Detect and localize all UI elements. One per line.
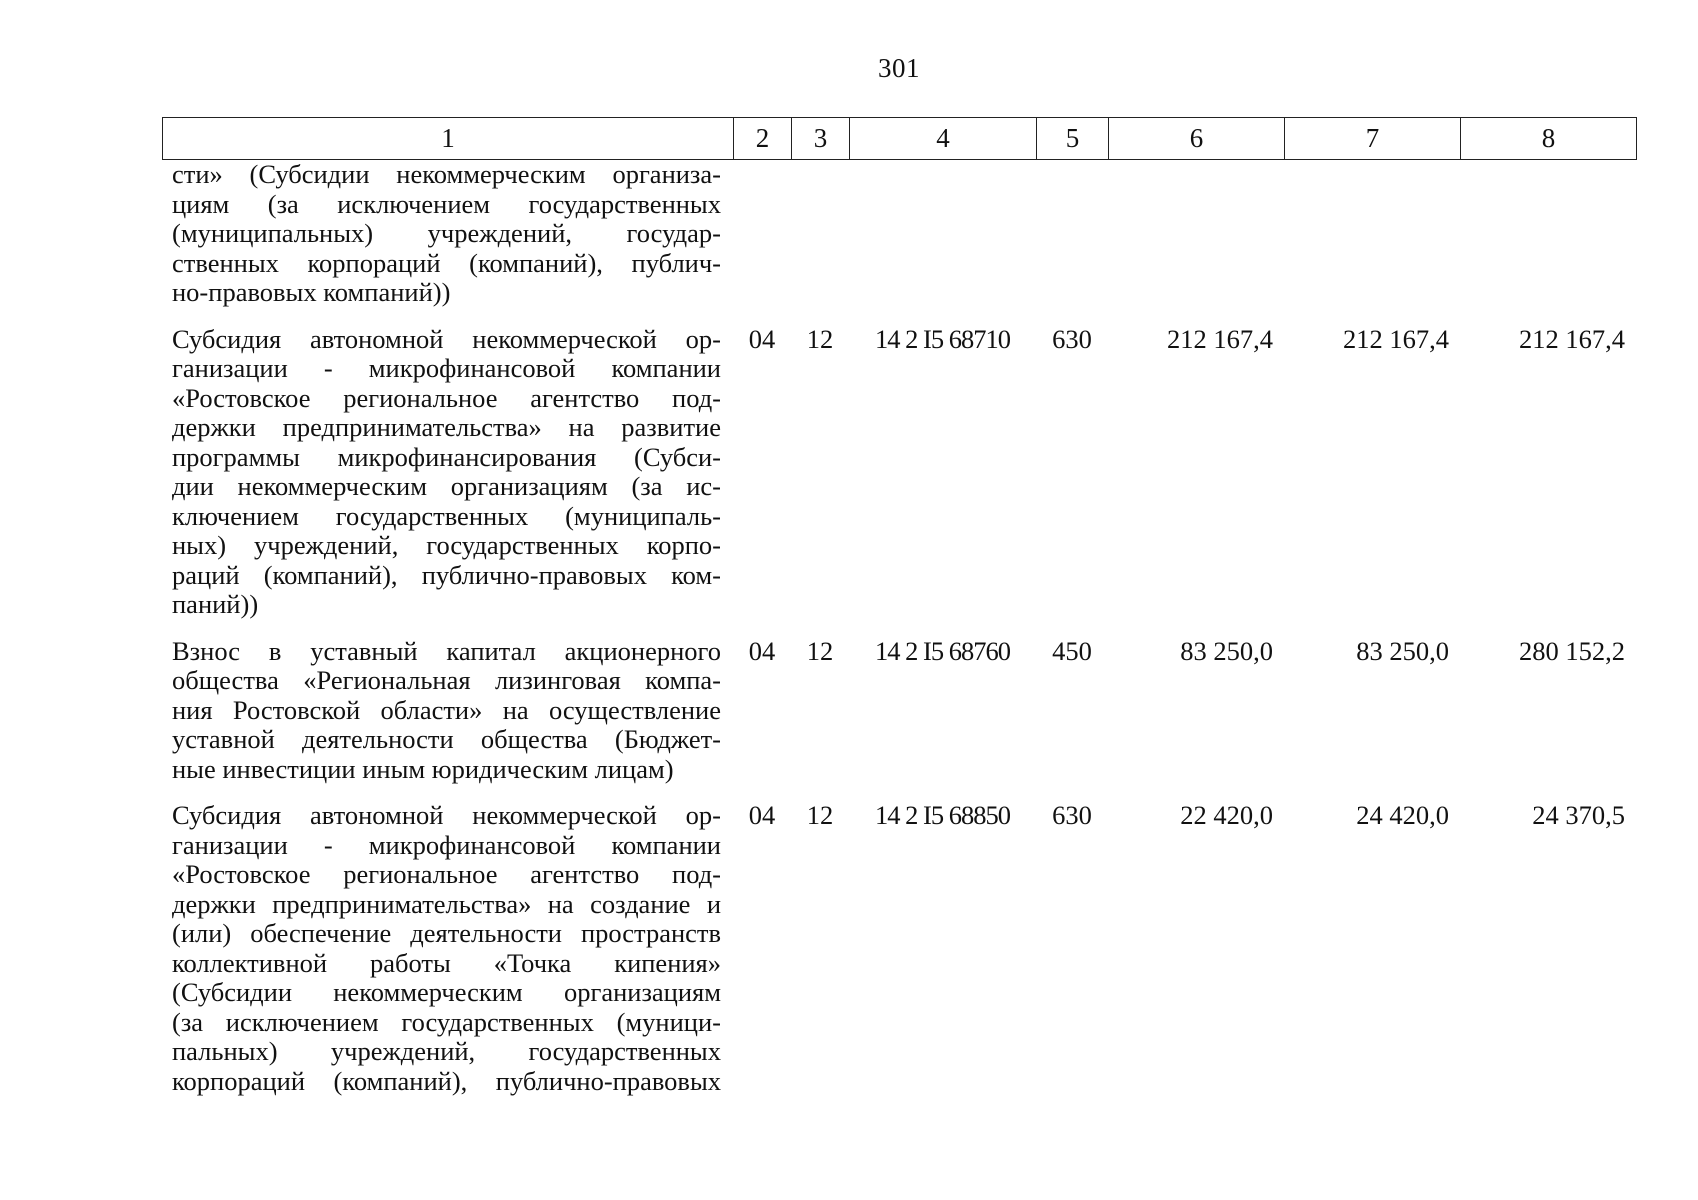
cell-section [733,160,791,325]
desc-line: Взнос в уставный капитал акционерного [172,635,721,666]
table-row [162,160,1636,325]
desc-line: ния Ростовской области» на осуществление [172,694,721,725]
cell-amount-3: 24 370,5 [1532,800,1625,830]
desc-line: программы микрофинансирования (Субси- [172,441,721,472]
desc-line: корпораций (компаний), публично-правовых [172,1065,721,1096]
desc-line: дии некоммерческим организациям (за ис- [172,471,721,501]
cell-target-code: 14 2 I5 68760 [875,635,1010,666]
table-header [162,117,1637,160]
header-col-1: 1 [163,118,734,160]
row-description [162,325,733,637]
page-number: 301 [878,53,920,83]
row-description [162,801,733,1096]
table-row [162,637,1636,802]
desc-line: Субсидия автономной некоммерческой ор- [172,800,721,830]
cell-target-code: 14 2 I5 68850 [875,800,1010,830]
cell-amount-3 [1460,160,1636,325]
desc-line: пальных) учреждений, государственных [172,1036,721,1066]
desc-line: общества «Региональная лизинговая компа- [172,665,721,695]
cell-section: 04 [748,635,776,666]
cell-target-code [849,160,1036,325]
desc-line: но-правовых компаний)) [172,277,451,307]
row-description [162,160,733,325]
desc-line: Субсидия автономной некоммерческой ор- [172,323,721,354]
table-row [162,325,1636,637]
cell-amount-1: 212 167,4 [1167,323,1273,354]
header-col-3: 3 [792,118,850,160]
row-description [162,637,733,802]
desc-line: держки предпринимательства» на создание и [172,888,721,919]
table-row [162,801,1636,1096]
header-col-8: 8 [1461,118,1637,160]
desc-line: (муниципальных) учреждений, государ- [172,218,721,248]
cell-amount-1: 22 420,0 [1180,800,1273,830]
cell-section: 04 [748,323,776,354]
desc-line: «Ростовское региональное агентство под- [172,859,721,889]
cell-section: 04 [748,800,776,830]
desc-line: циям (за исключением государственных [172,188,721,219]
header-col-4: 4 [850,118,1037,160]
cell-amount-3: 280 152,2 [1519,635,1625,666]
budget-table-body [162,160,1636,1096]
cell-expense-type: 450 [1052,635,1092,666]
cell-amount-2: 83 250,0 [1356,635,1449,666]
cell-amount-2 [1284,160,1460,325]
desc-line: (или) обеспечение деятельности пространств [172,918,721,948]
cell-amount-2: 212 167,4 [1343,323,1449,354]
header-col-6: 6 [1109,118,1285,160]
cell-amount-1: 83 250,0 [1180,635,1273,666]
desc-line: уставной деятельности общества (Бюджет- [172,724,721,754]
cell-amount-1 [1108,160,1284,325]
desc-line: ганизации - микрофинансовой компании [172,353,721,383]
desc-line: раций (компаний), публично-правовых ком- [172,559,721,590]
desc-line: (Субсидии некоммерческим организациям [172,977,721,1007]
desc-line: держки предпринимательства» на развитие [172,412,721,442]
desc-line: ные инвестиции иным юридическим лицам) [172,753,674,784]
cell-subsection: 12 [806,323,834,354]
desc-line: (за исключением государственных (муници- [172,1006,721,1037]
desc-line: ключением государственных (муниципаль- [172,500,721,531]
cell-subsection: 12 [806,800,834,830]
cell-subsection: 12 [806,635,834,666]
cell-amount-3: 212 167,4 [1519,323,1625,354]
header-col-5: 5 [1037,118,1109,160]
desc-line: сти» (Субсидии некоммерческим организа- [172,159,721,189]
cell-target-code: 14 2 I5 68710 [875,323,1010,354]
header-col-2: 2 [734,118,792,160]
desc-line: коллективной работы «Точка кипения» [172,947,721,978]
desc-line: «Ростовское региональное агентство под- [172,382,721,413]
cell-amount-2: 24 420,0 [1356,800,1449,830]
desc-line: ганизации - микрофинансовой компании [172,829,721,860]
cell-subsection [791,160,849,325]
cell-expense-type: 630 [1052,323,1092,354]
header-col-7: 7 [1285,118,1461,160]
cell-expense-type [1036,160,1108,325]
header-row [163,118,1637,160]
cell-expense-type: 630 [1052,800,1092,830]
desc-line: паний)) [172,589,259,619]
desc-line: ственных корпораций (компаний), публич- [172,247,721,278]
desc-line: ных) учреждений, государственных корпо- [172,530,721,560]
